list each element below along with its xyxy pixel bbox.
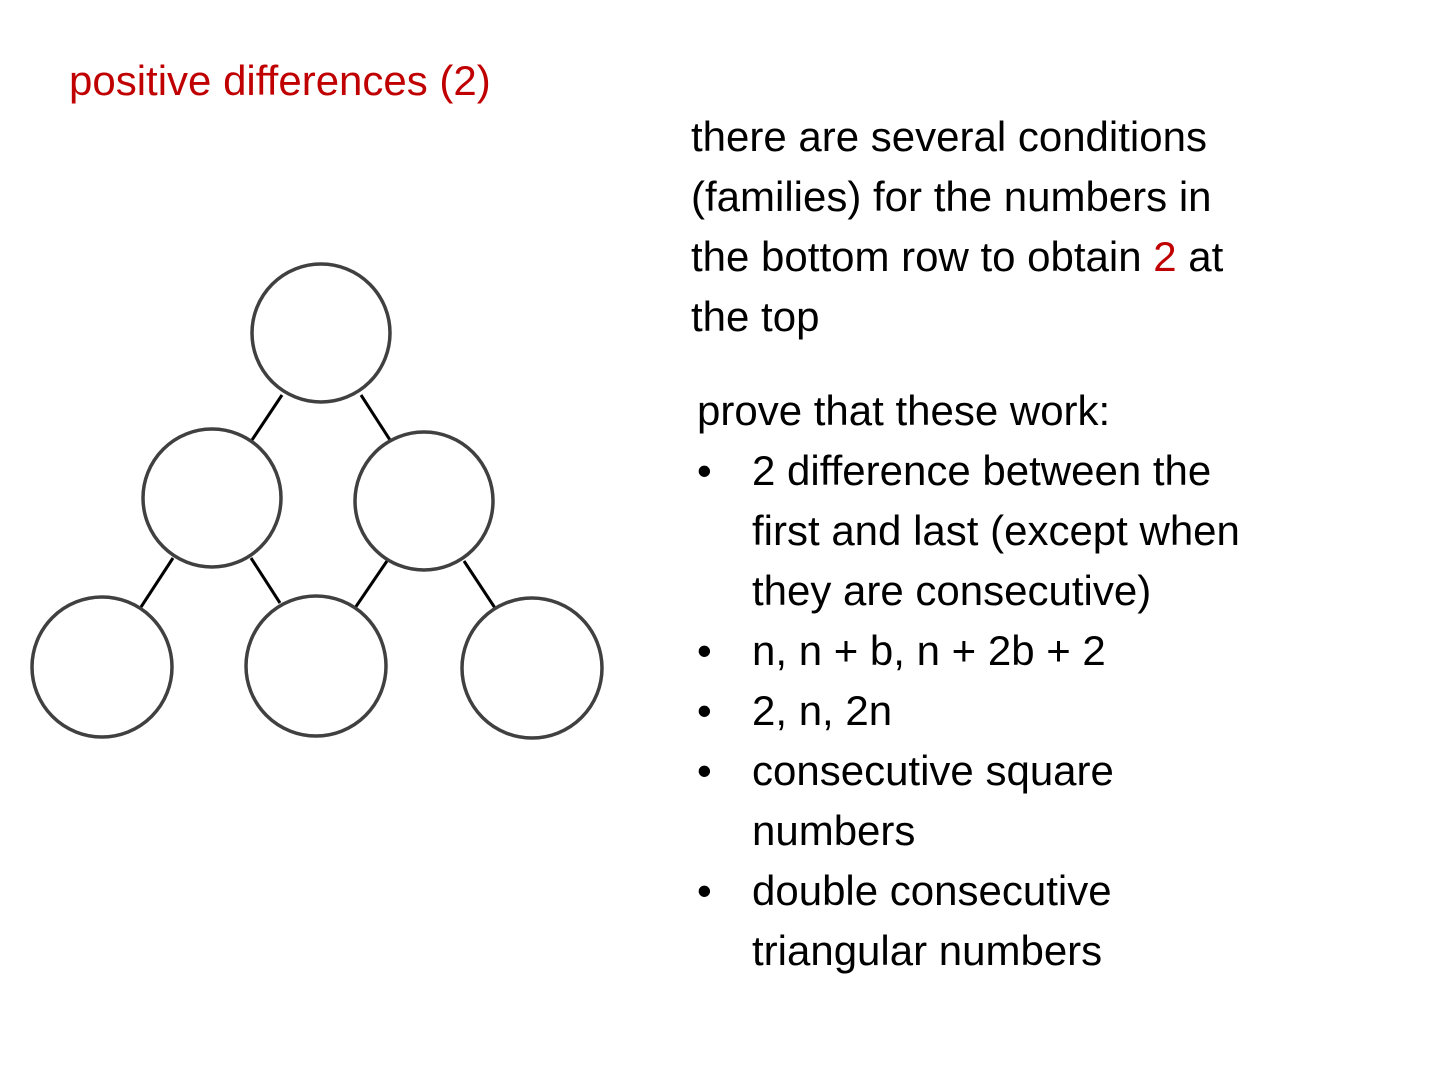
list-item — [697, 621, 1417, 681]
circle-bottom-right — [462, 598, 602, 738]
list-item-line: first and last (except when — [752, 507, 1240, 554]
list-item-line: 2 difference between the — [752, 447, 1212, 494]
list-item-line: double consecutive — [752, 867, 1112, 914]
circle-bottom-left — [32, 597, 172, 737]
circle-bottom-middle — [246, 596, 386, 736]
intro-line: there are several conditions — [691, 113, 1207, 160]
list-item-line: they are consecutive) — [752, 567, 1152, 614]
list-item-line: n, n + b, n + 2b + 2 — [752, 627, 1106, 674]
slide-title: positive differences (2) — [69, 57, 491, 104]
bullet-icon: • — [697, 627, 712, 674]
list-item-line: consecutive square — [752, 747, 1114, 794]
bullet-icon: • — [697, 447, 712, 494]
connector-top-to-middle-right — [361, 395, 390, 440]
circle-middle-left — [143, 429, 281, 567]
circle-middle-right — [355, 432, 493, 570]
list-item — [697, 441, 1417, 621]
circle-top — [252, 264, 390, 402]
intro-text-segment: at — [1176, 233, 1224, 280]
connector-top-to-middle-left — [252, 395, 282, 440]
highlighted-number: 2 — [1153, 233, 1177, 280]
intro-line: the top — [691, 293, 820, 340]
connector-middle-left-to-bottom-middle — [251, 558, 280, 603]
intro-text — [691, 107, 1411, 347]
list-item-line: numbers — [752, 807, 916, 854]
bullet-icon: • — [697, 867, 712, 914]
list-item — [697, 681, 1417, 741]
connector-middle-right-to-bottom-middle — [355, 561, 387, 608]
prove-heading: prove that these work: — [697, 387, 1111, 434]
list-item — [697, 741, 1417, 861]
proof-list — [697, 441, 1417, 981]
intro-text-segment: the bottom row to obtain — [691, 233, 1154, 280]
intro-line: (families) for the numbers in — [691, 173, 1212, 220]
difference-triangle-diagram — [0, 0, 640, 780]
prove-section — [697, 381, 1417, 981]
list-item — [697, 861, 1417, 981]
list-item-line: triangular numbers — [752, 927, 1103, 974]
intro-line — [691, 227, 1411, 287]
connector-middle-left-to-bottom-left — [141, 558, 173, 607]
list-item-line: 2, n, 2n — [752, 687, 893, 734]
bullet-icon: • — [697, 747, 712, 794]
connector-middle-right-to-bottom-right — [464, 561, 495, 608]
bullet-icon: • — [697, 687, 712, 734]
